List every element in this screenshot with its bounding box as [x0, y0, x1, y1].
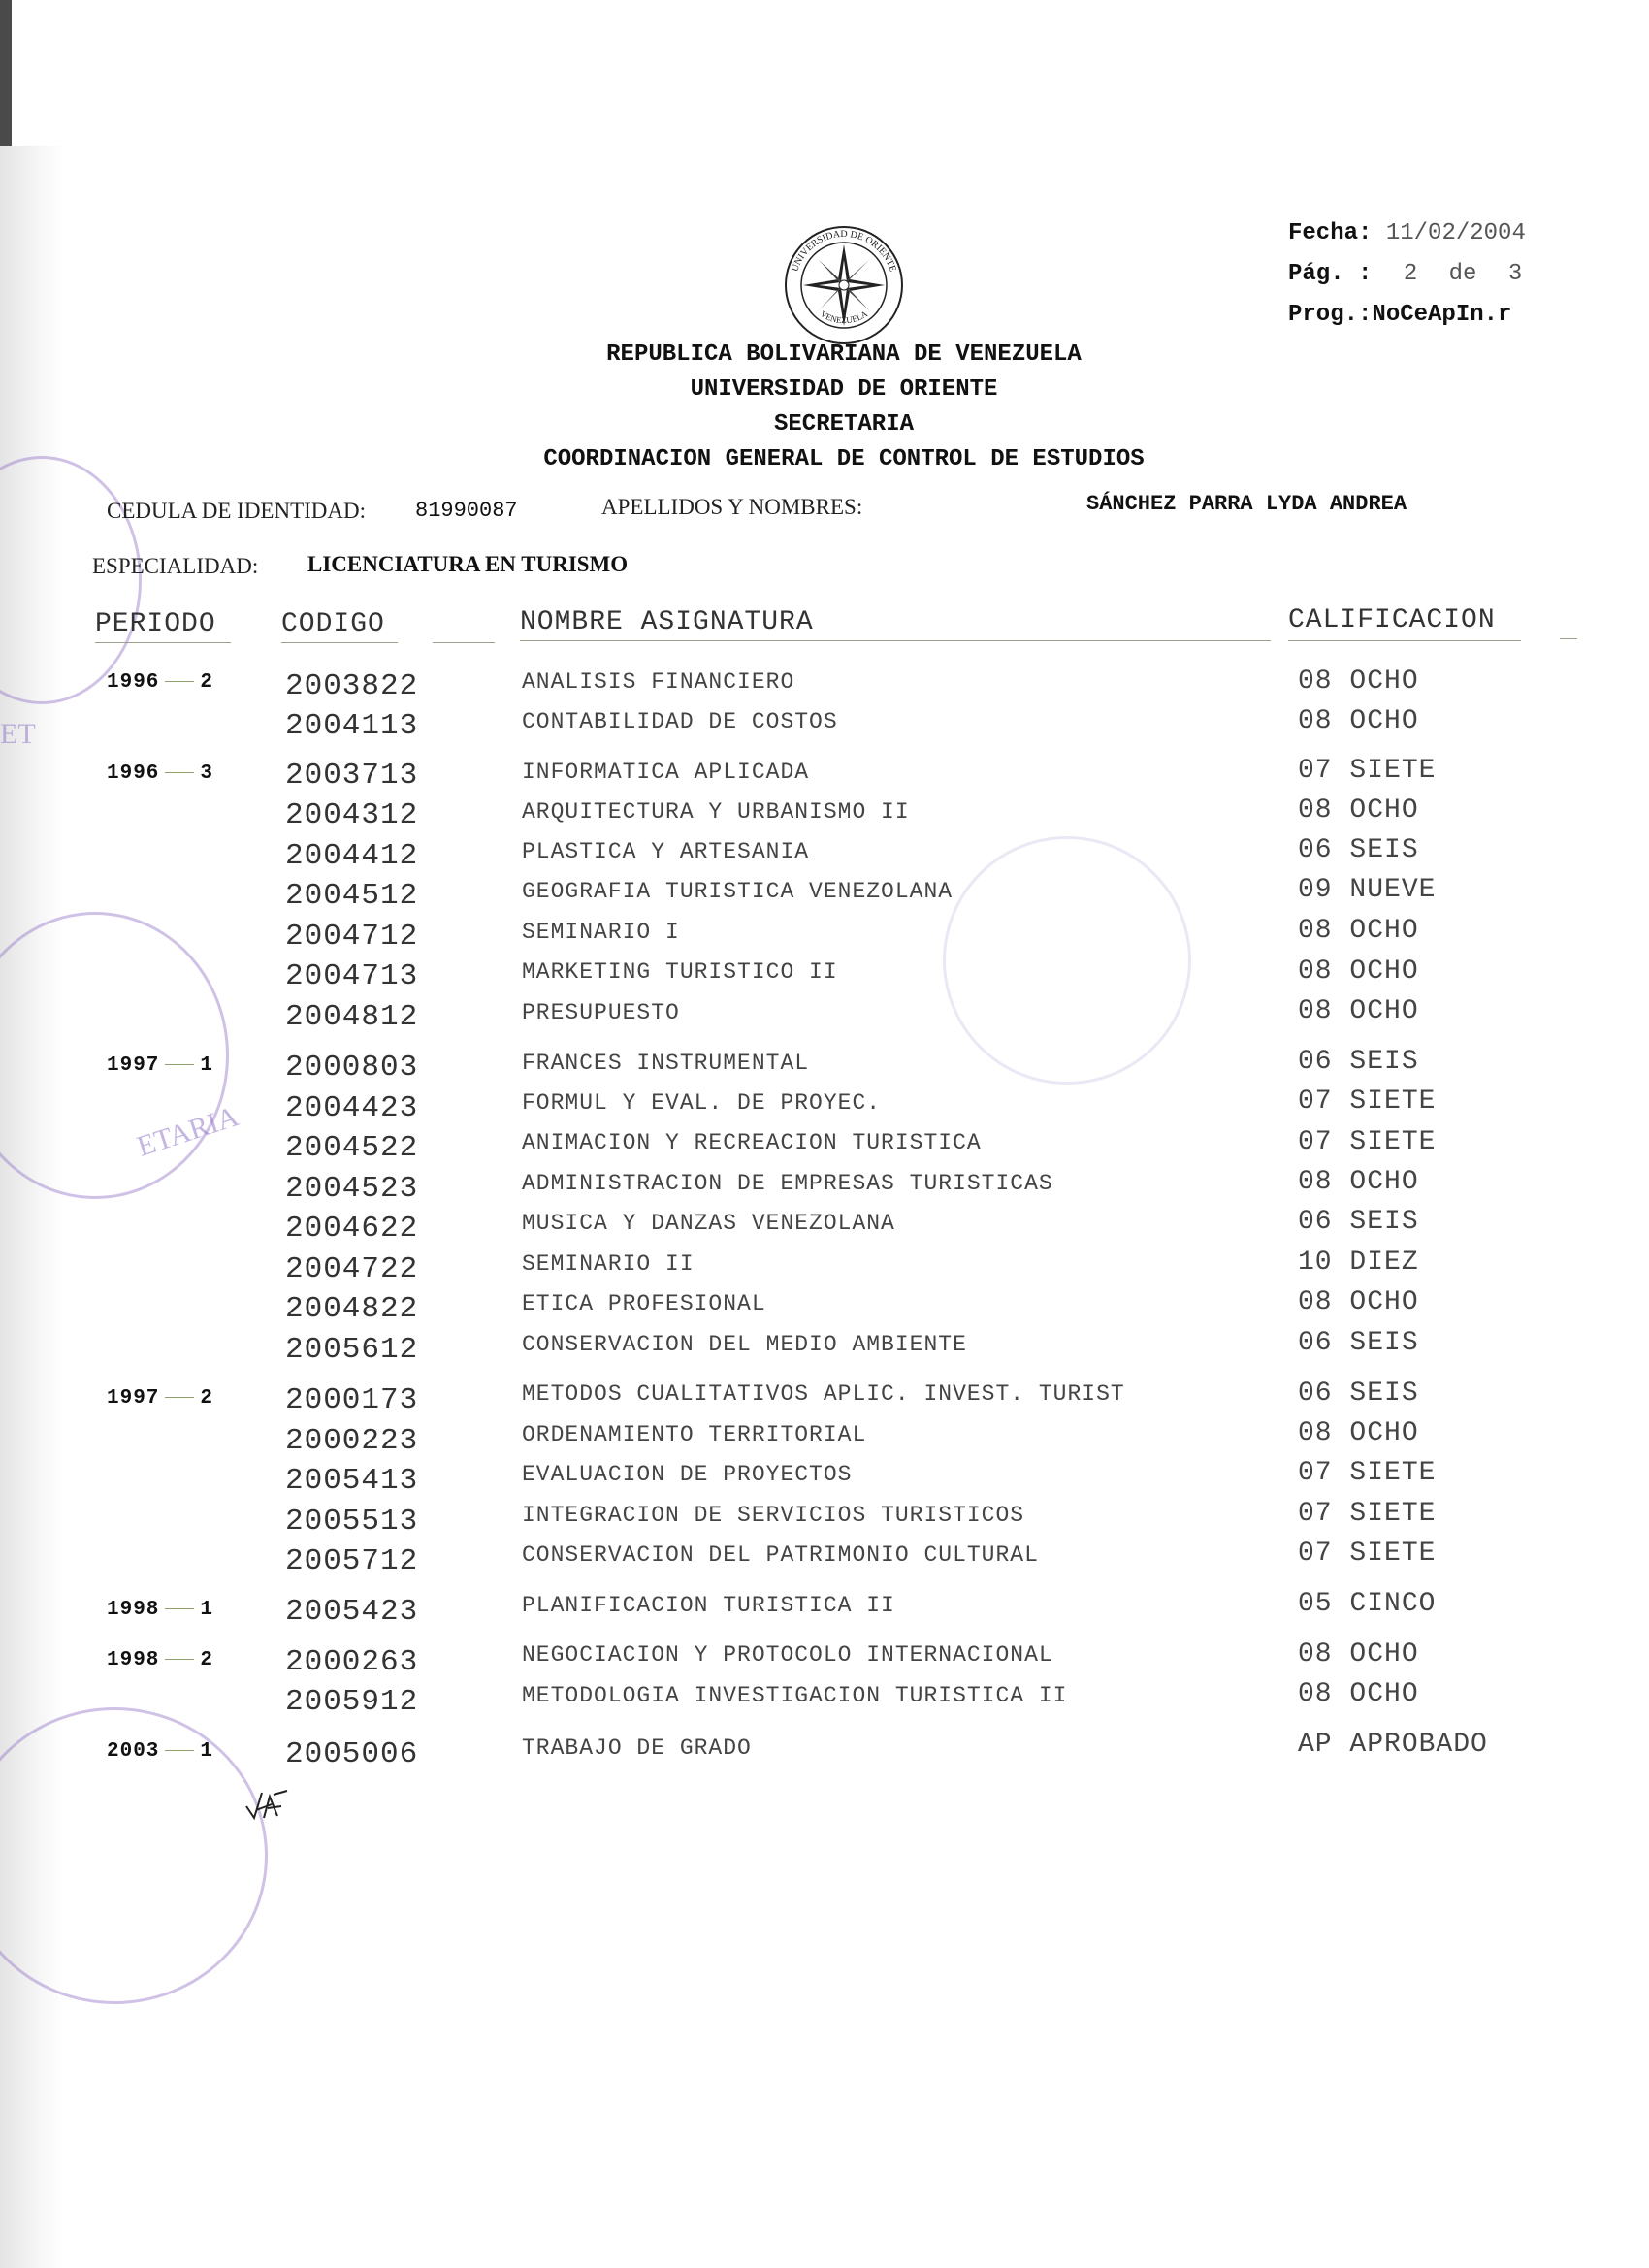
row-subject: EVALUACION DE PROYECTOS: [522, 1462, 853, 1487]
row-code: 2004523: [285, 1172, 419, 1206]
row-code: 2000263: [285, 1645, 419, 1679]
row-subject: MARKETING TURISTICO II: [522, 959, 838, 985]
row-subject: INFORMATICA APLICADA: [522, 760, 810, 785]
fecha-value: 11/02/2004: [1385, 220, 1526, 246]
row-subject: SEMINARIO II: [522, 1251, 695, 1277]
row-code: 2005413: [285, 1464, 419, 1498]
row-code: 2004713: [285, 959, 419, 993]
row-subject: MUSICA Y DANZAS VENEZOLANA: [522, 1211, 895, 1236]
stamp-center: [943, 836, 1191, 1085]
svg-text:VENEZUELA: VENEZUELA: [818, 308, 870, 326]
row-code: 2004522: [285, 1131, 419, 1165]
row-period: 1996 2: [107, 671, 214, 694]
row-subject: CONSERVACION DEL PATRIMONIO CULTURAL: [522, 1542, 1039, 1568]
especialidad-value: LICENCIATURA EN TURISMO: [307, 552, 629, 576]
stamp-left-text: ETARIA: [133, 1100, 242, 1163]
row-code: 2004113: [285, 709, 419, 743]
page-of: de: [1448, 261, 1477, 287]
page-total: 3: [1507, 261, 1523, 287]
rule-gap: [433, 642, 495, 643]
row-subject: METODOS CUALITATIVOS APLIC. INVEST. TURIST: [522, 1381, 1125, 1407]
row-subject: PRESUPUESTO: [522, 1000, 680, 1025]
row-subject: ORDENAMIENTO TERRITORIAL: [522, 1422, 867, 1447]
row-grade: 08 OCHO: [1298, 1679, 1419, 1709]
row-subject: CONTABILIDAD DE COSTOS: [522, 709, 838, 734]
row-period: 1998 1: [107, 1599, 214, 1621]
row-subject: ETICA PROFESIONAL: [522, 1291, 766, 1316]
col-periodo-header: PERIODO: [95, 609, 216, 639]
nombres-label: APELLIDOS Y NOMBRES:: [601, 495, 863, 519]
col-calificacion-header: CALIFICACION: [1288, 605, 1496, 635]
title-line-4: COORDINACION GENERAL DE CONTROL DE ESTUDIOS: [543, 446, 1145, 472]
row-grade: 05 CINCO: [1298, 1589, 1437, 1619]
stamp-left-edge-text: ET: [0, 718, 36, 750]
row-grade: 06 SEIS: [1298, 1047, 1419, 1077]
row-subject: CONSERVACION DEL MEDIO AMBIENTE: [522, 1332, 967, 1357]
row-code: 2000173: [285, 1383, 419, 1417]
handwritten-initials: [242, 1785, 291, 1824]
row-subject: PLASTICA Y ARTESANIA: [522, 839, 810, 864]
row-code: 2005712: [285, 1544, 419, 1578]
svg-text:UNIVERSIDAD DE ORIENTE: UNIVERSIDAD DE ORIENTE: [790, 228, 898, 274]
page-current: 2: [1403, 261, 1418, 287]
row-code: 2000803: [285, 1051, 419, 1085]
prog-label: Prog.:: [1288, 302, 1373, 328]
row-grade: 08 OCHO: [1298, 1418, 1419, 1448]
fecha-label: Fecha:: [1288, 220, 1373, 246]
row-subject: TRABAJO DE GRADO: [522, 1735, 752, 1761]
row-subject: ADMINISTRACION DE EMPRESAS TURISTICAS: [522, 1171, 1053, 1196]
row-grade: 10 DIEZ: [1298, 1247, 1419, 1278]
row-period: 1996 3: [107, 762, 214, 785]
university-seal-logo: [780, 221, 908, 349]
row-grade: 06 SEIS: [1298, 835, 1419, 865]
document-meta: [1288, 213, 1526, 336]
institution-titles: [407, 338, 1280, 477]
row-period: 2003 1: [107, 1740, 214, 1763]
col-nombre-header: NOMBRE ASIGNATURA: [520, 607, 814, 637]
row-subject: ANIMACION Y RECREACION TURISTICA: [522, 1130, 982, 1155]
row-code: 2004622: [285, 1212, 419, 1246]
row-code: 2004423: [285, 1091, 419, 1125]
rule-end: [1560, 638, 1577, 639]
pag-label: Pág. :: [1288, 261, 1373, 287]
row-code: 2004412: [285, 839, 419, 873]
row-subject: FRANCES INSTRUMENTAL: [522, 1051, 810, 1076]
row-code: 2000223: [285, 1424, 419, 1458]
row-subject: ANALISIS FINANCIERO: [522, 669, 795, 695]
row-subject: ARQUITECTURA Y URBANISMO II: [522, 799, 910, 825]
row-grade: 06 SEIS: [1298, 1328, 1419, 1358]
row-period: 1997 2: [107, 1387, 214, 1409]
row-subject: SEMINARIO I: [522, 920, 680, 945]
nombres-value: SÁNCHEZ PARRA LYDA ANDREA: [1086, 492, 1407, 516]
row-code: 2005423: [285, 1595, 419, 1629]
row-period: 1997 1: [107, 1054, 214, 1077]
title-line-2: UNIVERSIDAD DE ORIENTE: [690, 376, 998, 403]
row-grade: 09 NUEVE: [1298, 875, 1437, 905]
row-grade: 07 SIETE: [1298, 1086, 1437, 1117]
row-code: 2004712: [285, 920, 419, 954]
row-subject: PLANIFICACION TURISTICA II: [522, 1593, 895, 1618]
row-subject: METODOLOGIA INVESTIGACION TURISTICA II: [522, 1683, 1068, 1708]
row-grade: 08 OCHO: [1298, 706, 1419, 736]
row-code: 2004822: [285, 1292, 419, 1326]
prog-value: NoCeApIn.r: [1372, 302, 1512, 328]
row-grade: 06 SEIS: [1298, 1378, 1419, 1409]
row-subject: INTEGRACION DE SERVICIOS TURISTICOS: [522, 1503, 1025, 1528]
row-grade: 08 OCHO: [1298, 996, 1419, 1026]
row-code: 2005612: [285, 1333, 419, 1367]
row-grade: 08 OCHO: [1298, 1639, 1419, 1669]
row-period: 1998 2: [107, 1649, 214, 1671]
row-grade: 08 OCHO: [1298, 795, 1419, 826]
row-subject: GEOGRAFIA TURISTICA VENEZOLANA: [522, 879, 954, 904]
col-codigo-header: CODIGO: [281, 609, 385, 639]
rule-periodo: [95, 642, 231, 643]
row-grade: 06 SEIS: [1298, 1207, 1419, 1237]
cedula-label: CEDULA DE IDENTIDAD:: [107, 499, 367, 523]
row-grade: 07 SIETE: [1298, 756, 1437, 786]
row-code: 2004512: [285, 879, 419, 913]
row-subject: NEGOCIACION Y PROTOCOLO INTERNACIONAL: [522, 1642, 1053, 1668]
row-grade: 08 OCHO: [1298, 1287, 1419, 1317]
row-grade: 07 SIETE: [1298, 1499, 1437, 1529]
title-line-3: SECRETARIA: [773, 411, 915, 437]
row-code: 2003713: [285, 759, 419, 793]
scan-edge-dark: [0, 0, 12, 146]
row-grade: 08 OCHO: [1298, 1167, 1419, 1197]
row-grade: 07 SIETE: [1298, 1458, 1437, 1488]
row-code: 2004722: [285, 1252, 419, 1286]
row-subject: FORMUL Y EVAL. DE PROYEC.: [522, 1090, 882, 1116]
row-grade: 07 SIETE: [1298, 1539, 1437, 1569]
title-line-1: REPUBLICA BOLIVARIANA DE VENEZUELA: [606, 341, 1082, 368]
row-grade: 08 OCHO: [1298, 666, 1419, 697]
stamp-left-top: [0, 456, 142, 704]
row-code: 2005912: [285, 1685, 419, 1719]
row-code: 2005006: [285, 1737, 419, 1771]
row-grade: 07 SIETE: [1298, 1127, 1437, 1157]
especialidad-label: ESPECIALIDAD:: [92, 554, 259, 578]
row-code: 2003822: [285, 669, 419, 703]
row-grade: AP APROBADO: [1298, 1730, 1488, 1760]
rule-codigo: [281, 642, 398, 643]
row-grade: 08 OCHO: [1298, 916, 1419, 946]
cedula-value: 81990087: [415, 499, 518, 523]
row-code: 2005513: [285, 1505, 419, 1539]
rule-calificacion: [1288, 640, 1521, 641]
row-grade: 08 OCHO: [1298, 956, 1419, 987]
row-code: 2004812: [285, 1000, 419, 1034]
row-code: 2004312: [285, 798, 419, 832]
rule-nombre: [520, 640, 1271, 641]
